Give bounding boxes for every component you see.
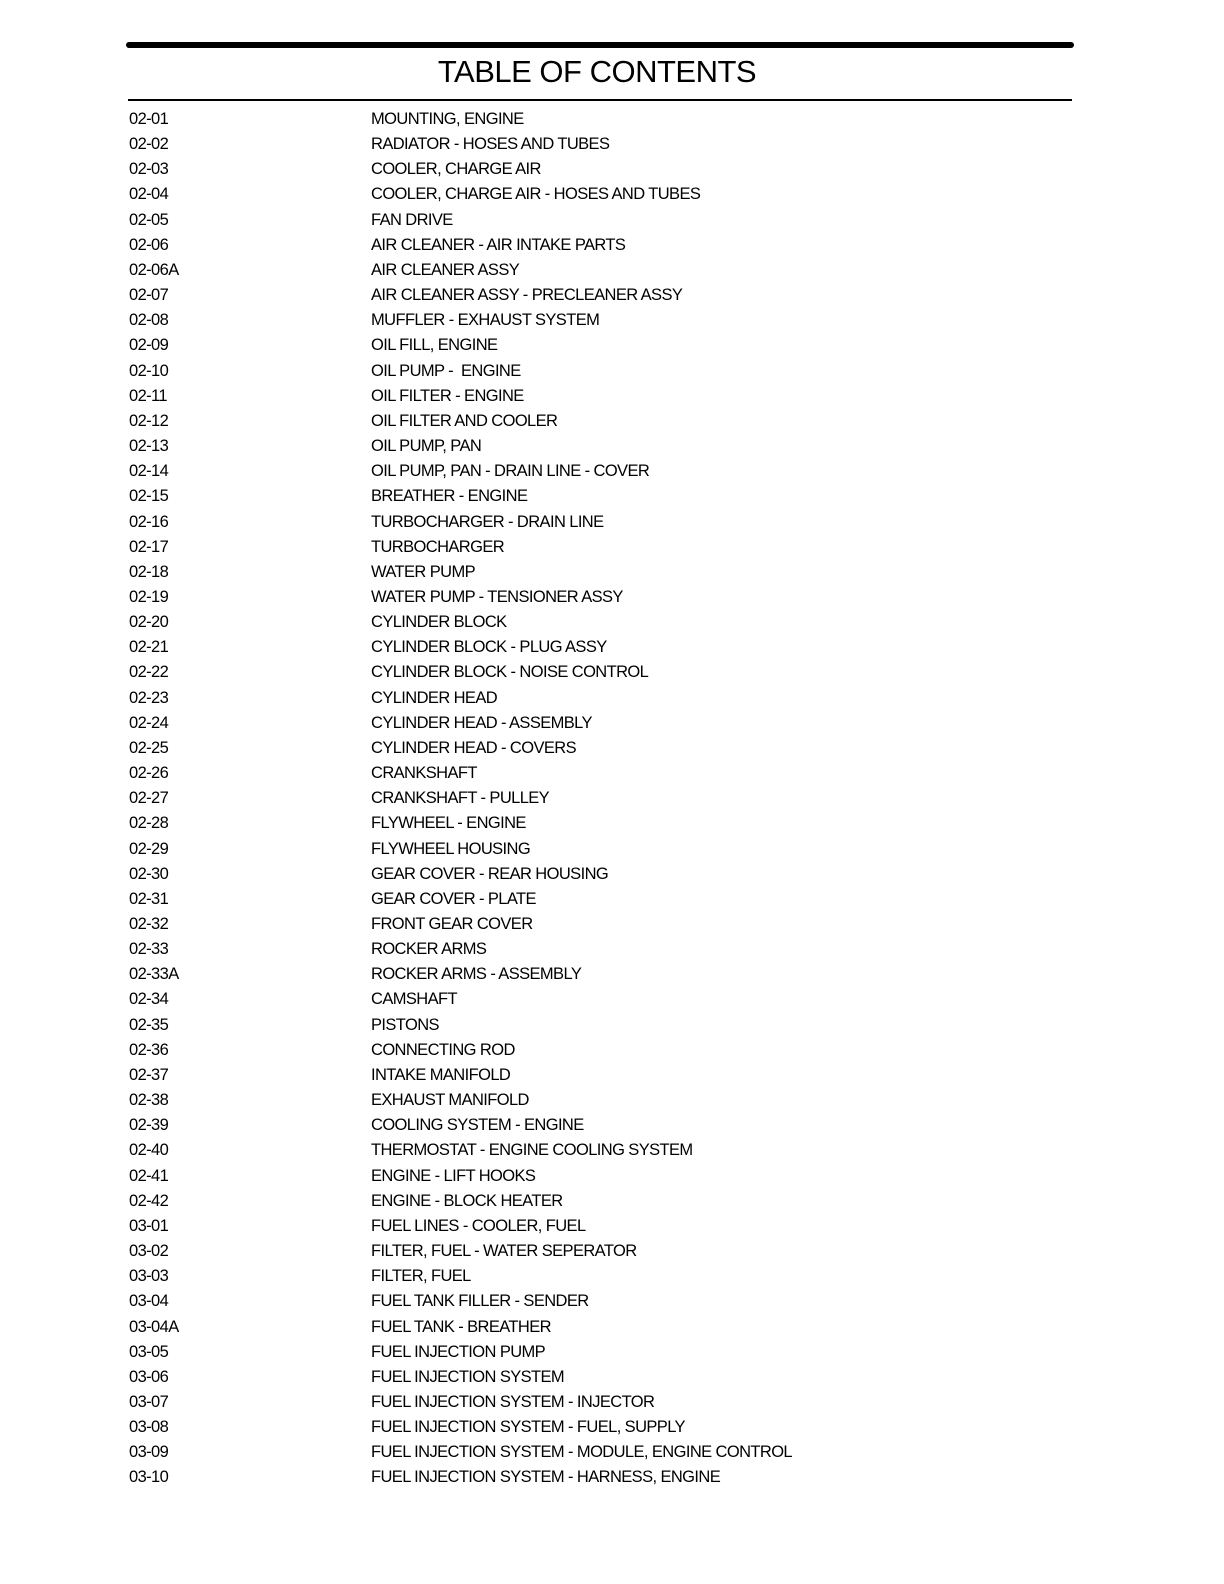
toc-entry-title: GEAR COVER - PLATE bbox=[371, 889, 536, 908]
toc-entry[interactable] bbox=[0, 561, 1224, 586]
toc-entry-code: 02-31 bbox=[129, 889, 169, 908]
title-rule bbox=[128, 99, 1072, 101]
toc-entry[interactable] bbox=[0, 1139, 1224, 1164]
toc-entry-title: ROCKER ARMS - ASSEMBLY bbox=[371, 965, 582, 984]
toc-entry-title: CYLINDER HEAD - ASSEMBLY bbox=[371, 713, 592, 732]
toc-entry-code: 02-37 bbox=[129, 1065, 169, 1084]
toc-entry[interactable] bbox=[0, 234, 1224, 259]
toc-entry[interactable] bbox=[0, 812, 1224, 837]
toc-entry-title: FRONT GEAR COVER bbox=[371, 915, 533, 933]
toc-entry-code: 02-17 bbox=[129, 537, 169, 556]
toc-entry[interactable] bbox=[0, 838, 1224, 863]
toc-entry-code: 02-33 bbox=[129, 940, 169, 959]
toc-entry-title: FAN DRIVE bbox=[371, 210, 453, 229]
toc-entry[interactable] bbox=[0, 762, 1224, 787]
toc-entry[interactable] bbox=[0, 787, 1224, 812]
toc-entry[interactable] bbox=[0, 1341, 1224, 1366]
toc-entry[interactable] bbox=[0, 485, 1224, 510]
toc-entry[interactable] bbox=[0, 435, 1224, 460]
toc-entry-code: 02-32 bbox=[129, 915, 169, 933]
toc-entry-title: AIR CLEANER ASSY bbox=[371, 260, 520, 279]
toc-entry[interactable] bbox=[0, 1089, 1224, 1114]
toc-entry-code: 03-03 bbox=[129, 1267, 169, 1286]
toc-entry-title: CRANKSHAFT - PULLEY bbox=[371, 789, 550, 808]
page-title: TABLE OF CONTENTS bbox=[437, 54, 757, 89]
toc-entry-code: 03-10 bbox=[129, 1468, 169, 1487]
toc-entry-code: 02-02 bbox=[129, 135, 169, 154]
toc-entry[interactable] bbox=[0, 938, 1224, 963]
toc-entry-title: GEAR COVER - REAR HOUSING bbox=[371, 864, 609, 883]
toc-entry-code: 02-13 bbox=[129, 437, 169, 456]
toc-entry-code: 02-22 bbox=[129, 663, 169, 682]
toc-entry[interactable] bbox=[0, 1416, 1224, 1441]
toc-entry[interactable] bbox=[0, 158, 1224, 183]
toc-entry-title: FUEL TANK - BREATHER bbox=[371, 1317, 551, 1336]
toc-entry-code: 02-35 bbox=[129, 1015, 169, 1034]
toc-entry[interactable] bbox=[0, 712, 1224, 737]
toc-entry-code: 02-25 bbox=[129, 738, 169, 757]
toc-entry[interactable] bbox=[0, 108, 1224, 133]
toc-entry-title: ENGINE - BLOCK HEATER bbox=[371, 1191, 563, 1210]
toc-entry[interactable] bbox=[0, 1039, 1224, 1064]
toc-entry[interactable] bbox=[0, 460, 1224, 485]
toc-entry-title: RADIATOR - HOSES AND TUBES bbox=[371, 135, 610, 154]
toc-entry-title: FILTER, FUEL bbox=[371, 1267, 471, 1286]
toc-list bbox=[0, 108, 1224, 1492]
toc-entry-title: AIR CLEANER ASSY - PRECLEANER ASSY bbox=[371, 286, 683, 305]
toc-entry-code: 02-33A bbox=[129, 965, 179, 984]
toc-entry-code: 02-07 bbox=[129, 286, 169, 305]
toc-entry-code: 02-23 bbox=[129, 688, 169, 707]
toc-entry-title: OIL PUMP, PAN - DRAIN LINE - COVER bbox=[371, 462, 650, 481]
toc-entry-code: 03-07 bbox=[129, 1392, 169, 1411]
toc-entry-title: CYLINDER HEAD bbox=[371, 688, 498, 707]
toc-entry-code: 02-36 bbox=[129, 1040, 169, 1059]
toc-entry[interactable] bbox=[0, 309, 1224, 334]
toc-entry-title: MUFFLER - EXHAUST SYSTEM bbox=[371, 311, 600, 330]
toc-entry-code: 02-16 bbox=[129, 512, 169, 531]
toc-entry-title: AIR CLEANER - AIR INTAKE PARTS bbox=[371, 235, 626, 254]
toc-entry-code: 02-12 bbox=[129, 411, 169, 430]
toc-entry-code: 03-08 bbox=[129, 1418, 169, 1437]
toc-entry-code: 02-21 bbox=[129, 638, 169, 657]
toc-entry[interactable] bbox=[0, 1064, 1224, 1089]
toc-entry[interactable] bbox=[0, 410, 1224, 435]
toc-entry-title: BREATHER - ENGINE bbox=[371, 487, 528, 506]
toc-entry-code: 02-08 bbox=[129, 311, 169, 330]
toc-entry-title: OIL FILL, ENGINE bbox=[371, 336, 498, 355]
toc-entry-code: 02-26 bbox=[129, 764, 169, 783]
toc-entry-code: 02-34 bbox=[129, 990, 169, 1009]
toc-entry-title: CYLINDER BLOCK - PLUG ASSY bbox=[371, 638, 607, 657]
toc-entry[interactable] bbox=[0, 133, 1224, 158]
toc-entry-code: 02-10 bbox=[129, 361, 169, 380]
toc-entry-title: ROCKER ARMS bbox=[371, 940, 487, 959]
toc-entry[interactable] bbox=[0, 1240, 1224, 1265]
toc-entry-title: FUEL INJECTION SYSTEM bbox=[371, 1367, 565, 1386]
toc-entry[interactable] bbox=[0, 284, 1224, 309]
toc-entry[interactable] bbox=[0, 334, 1224, 359]
toc-entry-code: 02-29 bbox=[129, 839, 169, 858]
toc-entry-title: FLYWHEEL - ENGINE bbox=[371, 814, 526, 833]
toc-entry-code: 02-06 bbox=[129, 235, 169, 254]
top-rule bbox=[126, 42, 1074, 48]
toc-entry[interactable] bbox=[0, 259, 1224, 284]
toc-entry-title: THERMOSTAT - ENGINE COOLING SYSTEM bbox=[371, 1141, 693, 1160]
toc-entry-title: CONNECTING ROD bbox=[371, 1040, 515, 1059]
toc-entry[interactable] bbox=[0, 536, 1224, 561]
toc-entry[interactable] bbox=[0, 1190, 1224, 1215]
toc-entry-code: 02-18 bbox=[129, 562, 169, 581]
toc-entry-title: INTAKE MANIFOLD bbox=[371, 1065, 511, 1084]
toc-entry-title: CYLINDER BLOCK - NOISE CONTROL bbox=[371, 663, 649, 682]
toc-entry-code: 03-05 bbox=[129, 1342, 169, 1361]
toc-entry-title: COOLING SYSTEM - ENGINE bbox=[371, 1116, 584, 1135]
toc-entry[interactable] bbox=[0, 737, 1224, 762]
toc-entry-title: OIL PUMP, PAN bbox=[371, 437, 482, 456]
toc-entry-code: 02-39 bbox=[129, 1116, 169, 1135]
toc-entry-code: 02-09 bbox=[129, 336, 169, 355]
toc-entry-title: CAMSHAFT bbox=[371, 990, 457, 1009]
toc-entry-code: 02-41 bbox=[129, 1166, 169, 1185]
toc-entry-title: FUEL LINES - COOLER, FUEL bbox=[371, 1216, 586, 1235]
toc-entry-code: 02-27 bbox=[129, 789, 169, 808]
toc-entry[interactable] bbox=[0, 1316, 1224, 1341]
toc-entry-code: 03-02 bbox=[129, 1242, 169, 1261]
toc-entry-code: 03-06 bbox=[129, 1367, 169, 1386]
toc-entry-code: 02-24 bbox=[129, 713, 169, 732]
toc-entry-title: OIL FILTER AND COOLER bbox=[371, 411, 558, 430]
toc-entry-code: 02-05 bbox=[129, 210, 169, 229]
toc-entry-title: FUEL INJECTION SYSTEM - INJECTOR bbox=[371, 1392, 655, 1411]
toc-entry[interactable] bbox=[0, 1114, 1224, 1139]
toc-entry-title: FUEL INJECTION SYSTEM - FUEL, SUPPLY bbox=[371, 1418, 685, 1437]
toc-entry[interactable] bbox=[0, 611, 1224, 636]
toc-entry-code: 02-40 bbox=[129, 1141, 169, 1160]
toc-entry[interactable] bbox=[0, 586, 1224, 611]
toc-entry-title: OIL PUMP - ENGINE bbox=[371, 361, 521, 380]
toc-entry-title: TURBOCHARGER bbox=[371, 537, 505, 556]
toc-entry[interactable] bbox=[0, 1215, 1224, 1240]
toc-entry-code: 03-04A bbox=[129, 1317, 179, 1336]
toc-entry[interactable] bbox=[0, 1014, 1224, 1039]
toc-entry-title: PISTONS bbox=[371, 1015, 439, 1034]
toc-entry[interactable] bbox=[0, 988, 1224, 1013]
toc-entry-code: 02-38 bbox=[129, 1091, 169, 1110]
toc-entry-title: FUEL INJECTION SYSTEM - HARNESS, ENGINE bbox=[371, 1468, 721, 1487]
toc-entry[interactable] bbox=[0, 661, 1224, 686]
toc-entry-code: 03-01 bbox=[129, 1216, 169, 1235]
toc-entry-code: 02-03 bbox=[129, 160, 169, 179]
toc-entry[interactable] bbox=[0, 1466, 1224, 1491]
toc-entry-title: FUEL INJECTION SYSTEM - MODULE, ENGINE CONTROL bbox=[371, 1443, 793, 1462]
toc-entry-title: COOLER, CHARGE AIR - HOSES AND TUBES bbox=[371, 185, 701, 204]
toc-entry-code: 02-15 bbox=[129, 487, 169, 506]
toc-entry-title: MOUNTING, ENGINE bbox=[371, 110, 524, 128]
toc-entry-title: FLYWHEEL HOUSING bbox=[371, 839, 531, 858]
toc-entry-code: 02-30 bbox=[129, 864, 169, 883]
toc-entry-code: 02-42 bbox=[129, 1191, 169, 1210]
toc-entry-title: CRANKSHAFT bbox=[371, 764, 477, 783]
toc-entry[interactable] bbox=[0, 209, 1224, 234]
toc-entry[interactable] bbox=[0, 963, 1224, 988]
toc-entry-code: 02-11 bbox=[129, 386, 167, 405]
toc-entry[interactable] bbox=[0, 1366, 1224, 1391]
toc-entry[interactable] bbox=[0, 1441, 1224, 1466]
toc-entry[interactable] bbox=[0, 360, 1224, 385]
toc-entry-title: EXHAUST MANIFOLD bbox=[371, 1091, 529, 1110]
toc-entry-code: 02-06A bbox=[129, 260, 179, 279]
toc-entry[interactable] bbox=[0, 913, 1224, 938]
toc-entry[interactable] bbox=[0, 1265, 1224, 1290]
toc-entry[interactable] bbox=[0, 888, 1224, 913]
toc-entry[interactable] bbox=[0, 1391, 1224, 1416]
toc-entry[interactable] bbox=[0, 183, 1224, 208]
toc-entry-title: WATER PUMP - TENSIONER ASSY bbox=[371, 587, 623, 606]
toc-entry[interactable] bbox=[0, 636, 1224, 661]
toc-entry[interactable] bbox=[0, 511, 1224, 536]
toc-entry[interactable] bbox=[0, 687, 1224, 712]
toc-entry-code: 02-01 bbox=[129, 110, 169, 128]
toc-entry-title: TURBOCHARGER - DRAIN LINE bbox=[371, 512, 604, 531]
toc-entry[interactable] bbox=[0, 1290, 1224, 1315]
toc-entry-title: ENGINE - LIFT HOOKS bbox=[371, 1166, 536, 1185]
toc-entry[interactable] bbox=[0, 1165, 1224, 1190]
toc-entry-title: FILTER, FUEL - WATER SEPERATOR bbox=[371, 1242, 637, 1261]
toc-entry-title: CYLINDER BLOCK bbox=[371, 613, 507, 632]
toc-entry-title: FUEL INJECTION PUMP bbox=[371, 1342, 546, 1361]
toc-entry-code: 02-20 bbox=[129, 613, 169, 632]
toc-entry-code: 02-28 bbox=[129, 814, 169, 833]
toc-entry-code: 02-14 bbox=[129, 462, 169, 481]
toc-entry-title: CYLINDER HEAD - COVERS bbox=[371, 738, 577, 757]
toc-entry-title: OIL FILTER - ENGINE bbox=[371, 386, 524, 405]
toc-entry-code: 03-09 bbox=[129, 1443, 169, 1462]
toc-entry-title: FUEL TANK FILLER - SENDER bbox=[371, 1292, 589, 1311]
toc-entry-title: COOLER, CHARGE AIR bbox=[371, 160, 541, 179]
toc-entry[interactable] bbox=[0, 863, 1224, 888]
toc-entry[interactable] bbox=[0, 385, 1224, 410]
toc-entry-title: WATER PUMP bbox=[371, 562, 475, 581]
toc-entry-code: 02-19 bbox=[129, 587, 169, 606]
toc-entry-code: 03-04 bbox=[129, 1292, 169, 1311]
toc-entry-code: 02-04 bbox=[129, 185, 169, 204]
